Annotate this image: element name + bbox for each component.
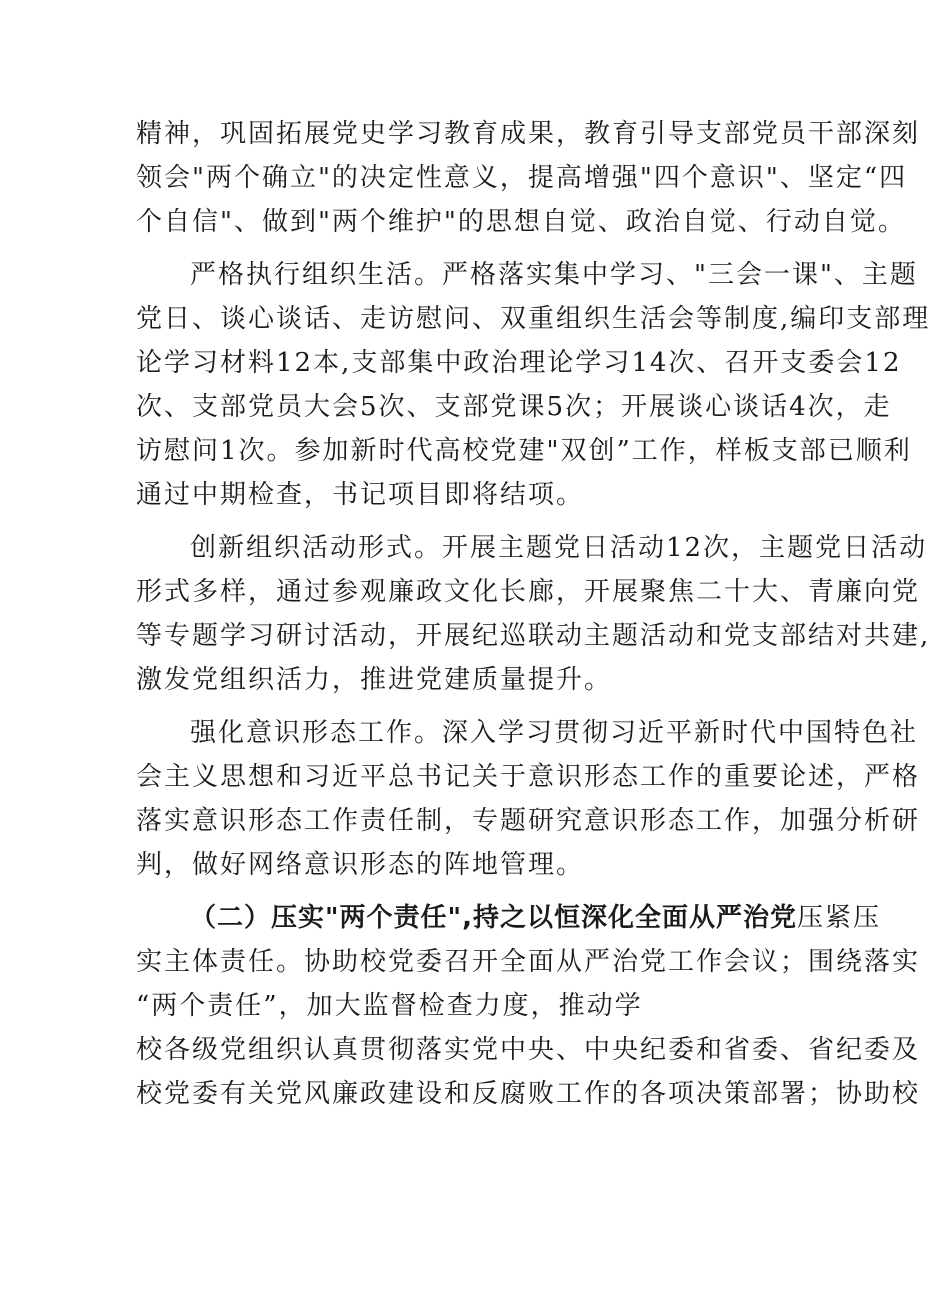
text-line: “两个责任”，加大监督检查力度，推动学: [136, 991, 643, 1021]
text-line: 访慰问1次。参加新时代高校党建"双创”工作，样板支部已顺利: [136, 436, 912, 466]
text-line: 论学习材料12本,支部集中政治理论学习14次、召开支委会12: [136, 348, 902, 378]
paragraph-first-line: 严格执行组织生活。严格落实集中学习、"三会一课"、主题: [190, 260, 918, 290]
document-body: [136, 112, 930, 1116]
text-line: 精神，巩固拓展党史学习教育成果，教育引导支部党员干部深刻: [136, 119, 921, 149]
text-line: 校各级党组织认真贯彻落实党中央、中央纪委和省委、省纪委及: [136, 1035, 921, 1065]
text-line: 判，做好网络意识形态的阵地管理。: [136, 850, 585, 880]
text-line: 落实意识形态工作责任制，专题研究意识形态工作，加强分析研: [136, 806, 921, 836]
heading-tail-text: 压紧压: [796, 903, 881, 933]
text-line: 等专题学习研讨活动，开展纪巡联动主题活动和党支部结对共建,: [136, 621, 930, 651]
text-line: 激发党组织活力，推进党建质量提升。: [136, 665, 613, 695]
text-line: 个自信"、做到"两个维护"的思想自觉、政治自觉、行动自觉。: [136, 207, 906, 237]
text-line: 党日、谈心谈话、走访慰问、双重组织生活会等制度,编印支部理: [136, 304, 930, 334]
paragraph-first-line: 创新组织活动形式。开展主题党日活动12次，主题党日活动: [190, 533, 928, 563]
text-line: 校党委有关党风廉政建设和反腐败工作的各项决策部署；协助校: [136, 1079, 921, 1109]
section-heading: （二）压实"两个责任",持之以恒深化全面从严治党: [190, 903, 797, 933]
section-heading-line: [136, 896, 881, 940]
text-line: 形式多样，通过参观廉政文化长廊，开展聚焦二十大、青廉向党: [136, 577, 921, 607]
text-line: 会主义思想和习近平总书记关于意识形态工作的重要论述，严格: [136, 762, 921, 792]
paragraph-first-line: 强化意识形态工作。深入学习贯彻习近平新时代中国特色社: [190, 718, 919, 748]
text-line: 次、支部党员大会5次、支部党课5次；开展谈心谈话4次，走: [136, 392, 892, 422]
text-line: 领会"两个确立"的决定性意义，提高增强"四个意识"、坚定“四: [136, 163, 908, 193]
text-line: 通过中期检查，书记项目即将结项。: [136, 480, 585, 510]
text-line: 实主体责任。协助校党委召开全面从严治党工作会议；围绕落实: [136, 947, 921, 977]
